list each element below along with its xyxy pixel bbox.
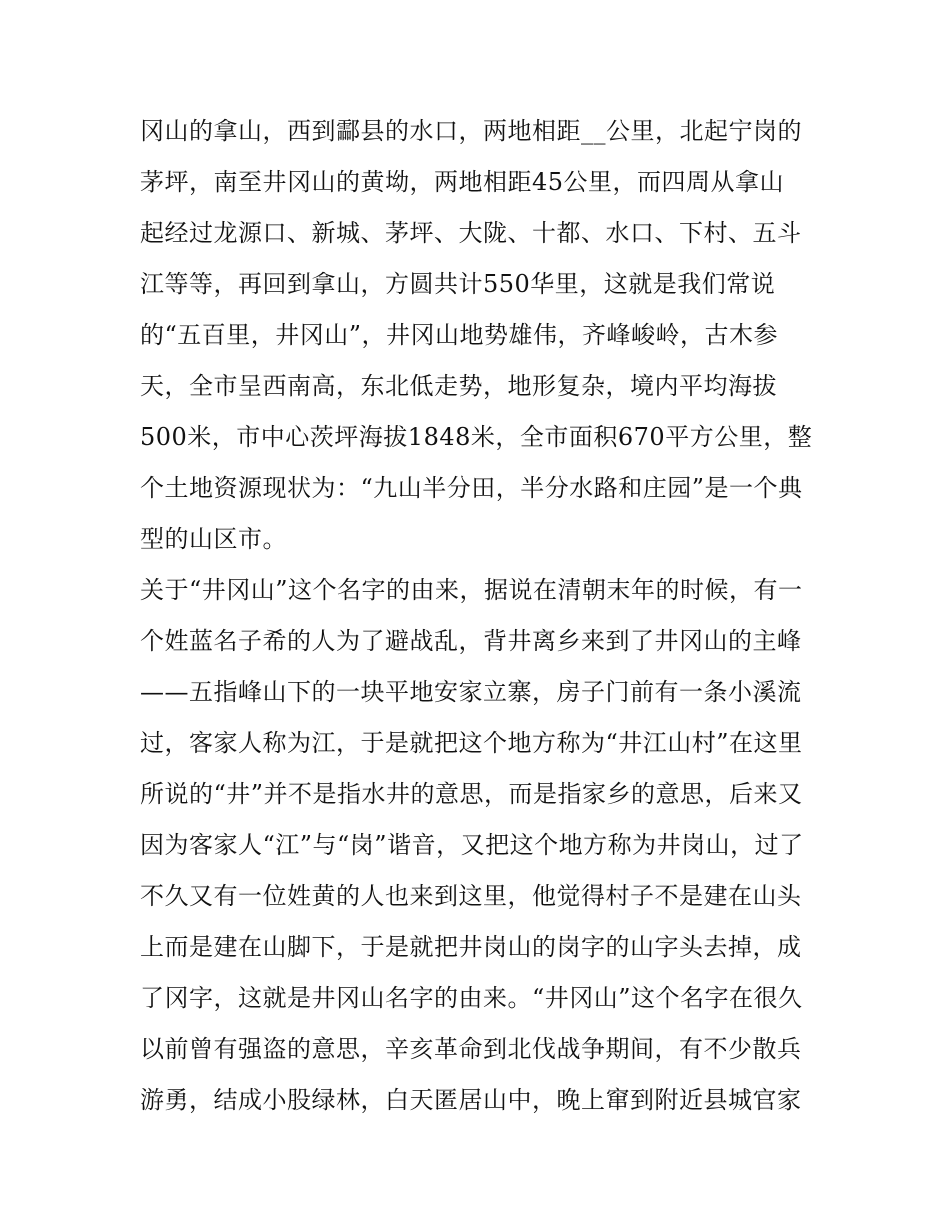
text-line: 茅坪，南至井冈山的黄坳，两地相距45公里，而四周从拿山 bbox=[140, 168, 785, 196]
text-line: 关于“井冈山”这个名字的由来，据说在清朝末年的时候，有一 bbox=[140, 576, 803, 604]
text-line: 型的山区市。 bbox=[140, 525, 287, 553]
text-line: 过，客家人称为江，于是就把这个地方称为“井江山村”在这里 bbox=[140, 729, 803, 757]
body-text bbox=[140, 106, 820, 1126]
text-line: 以前曾有强盗的意思，辛亥革命到北伐战争期间，有不少散兵 bbox=[140, 1035, 802, 1063]
text-line: 个姓蓝名子希的人为了避战乱，背井离乡来到了井冈山的主峰 bbox=[140, 627, 802, 655]
text-line: 起经过龙源口、新城、茅坪、大陇、十都、水口、下村、五斗 bbox=[140, 219, 802, 247]
text-line: 江等等，再回到拿山，方圆共计550华里，这就是我们常说 bbox=[140, 270, 776, 298]
text-line: 上而是建在山脚下，于是就把井岗山的岗字的山字头去掉，成 bbox=[140, 933, 802, 961]
text-line: 500米，市中心茨坪海拔1848米，全市面积670平方公里，整 bbox=[140, 423, 813, 451]
text-line: 因为客家人“江”与“岗”谐音，又把这个地方称为井岗山，过了 bbox=[140, 831, 804, 859]
text-line: 天，全市呈西南高，东北低走势，地形复杂，境内平均海拔 bbox=[140, 372, 777, 400]
text-line: 的“五百里，井冈山”，井冈山地势雄伟，齐峰峻岭，古木参 bbox=[140, 321, 779, 349]
text-line: 冈山的拿山，西到酃县的水口，两地相距__公里，北起宁岗的 bbox=[140, 117, 802, 145]
text-line: 所说的“井”并不是指水井的意思，而是指家乡的意思，后来又 bbox=[140, 780, 803, 808]
text-line: 个土地资源现状为：“九山半分田，半分水路和庄园”是一个典 bbox=[140, 474, 803, 502]
text-line: 不久又有一位姓黄的人也来到这里，他觉得村子不是建在山头 bbox=[140, 882, 802, 910]
text-line: 了冈字，这就是井冈山名字的由来。“井冈山”这个名字在很久 bbox=[140, 984, 803, 1012]
text-line: 游勇，结成小股绿林，白天匿居山中，晚上窜到附近县城官家 bbox=[140, 1086, 802, 1114]
text-line: ——五指峰山下的一块平地安家立寨，房子门前有一条小溪流 bbox=[140, 678, 802, 706]
